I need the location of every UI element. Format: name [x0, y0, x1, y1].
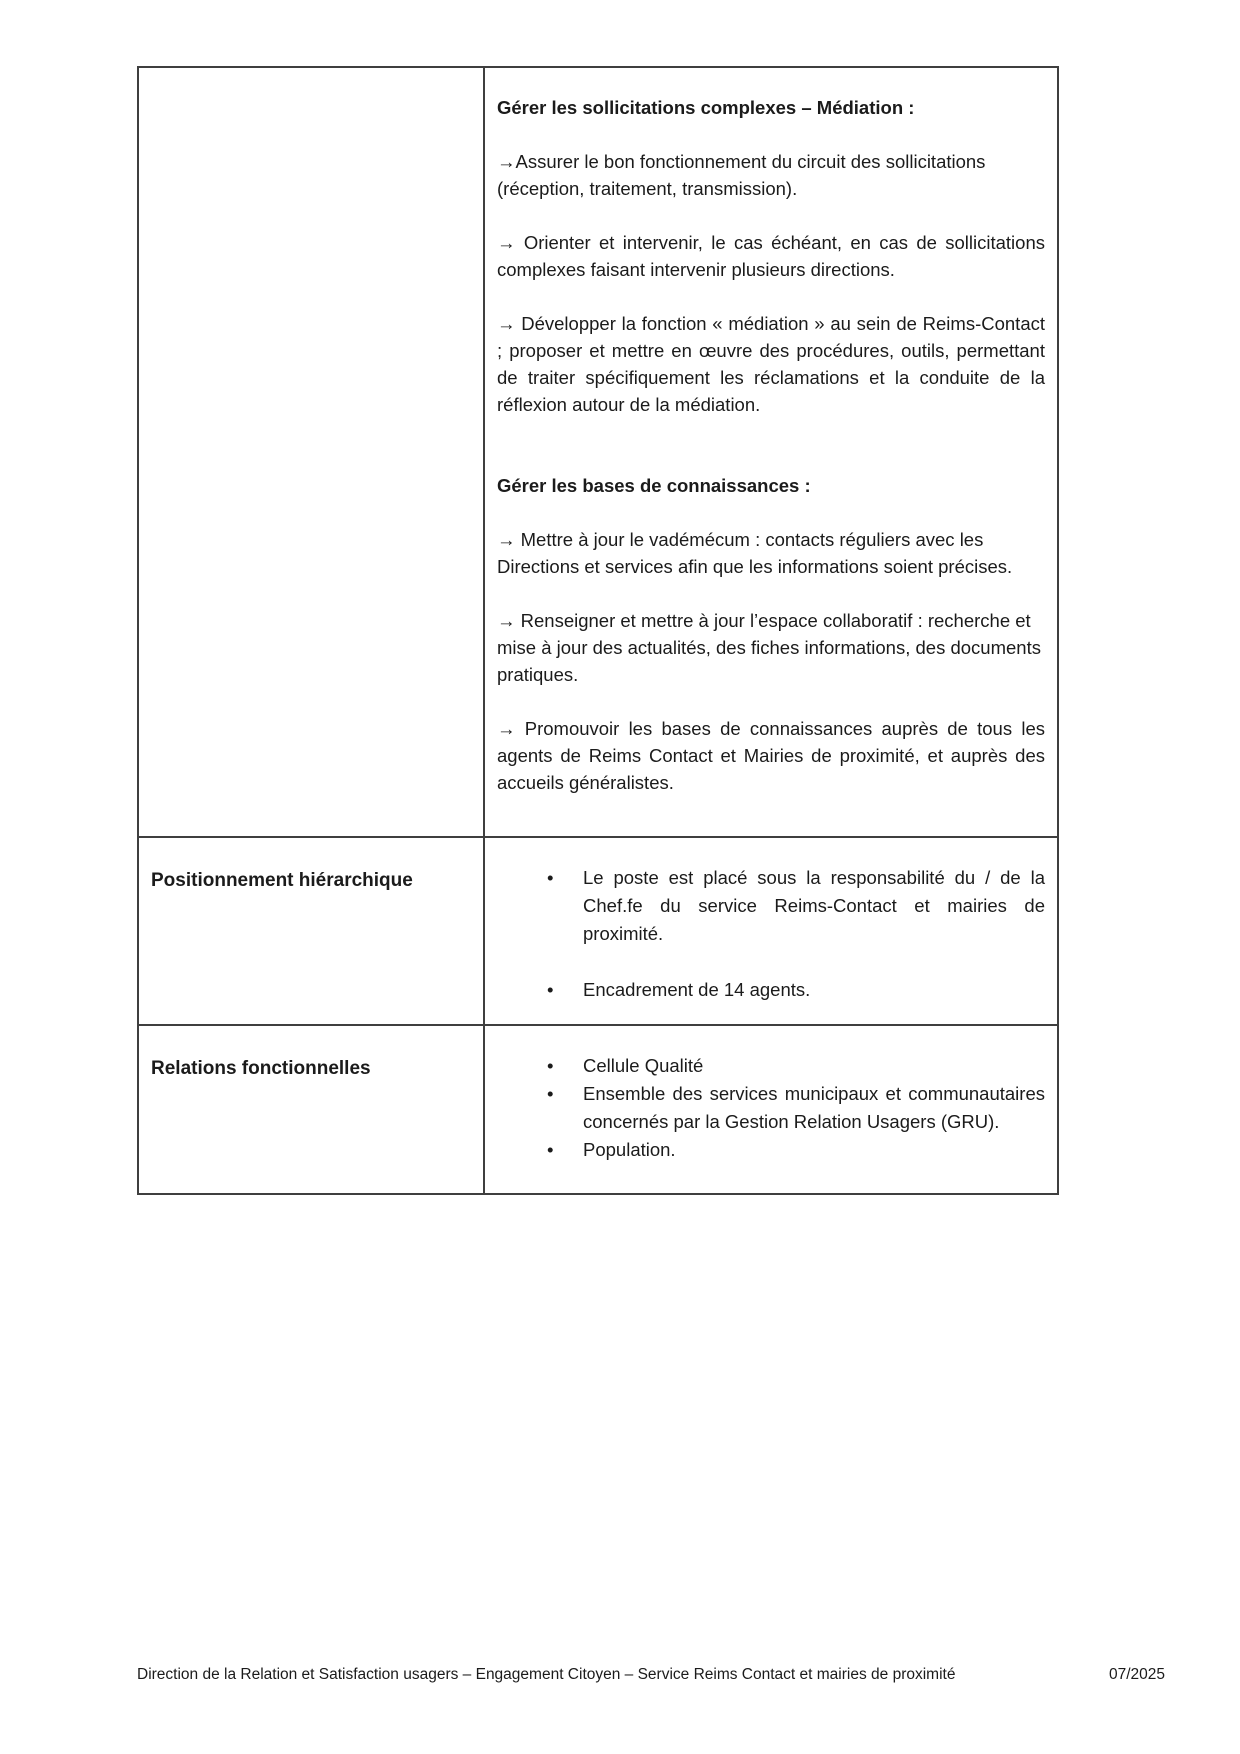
heading-bases: Gérer les bases de connaissances : [497, 475, 811, 496]
bullet-icon: • [547, 979, 554, 1000]
missions-content-cell [484, 67, 1058, 837]
heading-mediation: Gérer les sollicitations complexes – Médiation : [497, 97, 915, 118]
positionnement-label-cell [138, 837, 484, 1025]
job-description-table [137, 66, 1059, 1195]
table-row-positionnement [138, 837, 1058, 1025]
list-item [497, 1080, 1045, 1136]
list-item-text: Cellule Qualité [583, 1055, 704, 1076]
positionnement-label: Positionnement hiérarchique [151, 870, 413, 891]
positionnement-content-cell [484, 837, 1058, 1025]
bullet-icon: • [547, 1139, 554, 1160]
missions-label-cell-empty [138, 67, 484, 837]
list-item-text: Ensemble des services municipaux et communautaires concernés par la Gestion Relation Usagers (GRU). [583, 1083, 1045, 1132]
bullet-icon: • [547, 867, 554, 888]
table-row-relations [138, 1025, 1058, 1194]
list-item [497, 864, 1045, 948]
list-item-text: Le poste est placé sous la responsabilité du / de la Chef.fe du service Reims-Contact et mairies de proximité. [583, 867, 1045, 944]
paragraph-vademecum: → Mettre à jour le vadémécum : contacts réguliers avec les Directions et services afin que les informations soient précises. [497, 529, 1013, 577]
paragraph-renseigner: → Renseigner et mettre à jour l’espace collaboratif : recherche et mise à jour des actualités, des fiches informations, des documents pratiques. [497, 610, 1041, 685]
relations-content-cell [484, 1025, 1058, 1194]
paragraph-orienter: → Orienter et intervenir, le cas échéant, en cas de sollicitations complexes faisant intervenir plusieurs directions. [497, 232, 1045, 280]
list-item [497, 1052, 1045, 1080]
list-item [497, 976, 1045, 1004]
relations-label-cell [138, 1025, 484, 1194]
footer-text: Direction de la Relation et Satisfaction usagers – Engagement Citoyen – Service Reims Contact et mairies de proximité [137, 1666, 956, 1683]
list-item-text: Population. [583, 1139, 676, 1160]
relations-label: Relations fonctionnelles [151, 1058, 371, 1079]
list-item [497, 1136, 1045, 1164]
paragraph-assurer: →Assurer le bon fonctionnement du circuit des sollicitations (réception, traitement, transmission). [497, 151, 986, 199]
bullet-icon: • [547, 1083, 554, 1104]
bullet-icon: • [547, 1055, 554, 1076]
page-footer [137, 1662, 1165, 1688]
paragraph-developper: → Développer la fonction « médiation » au sein de Reims-Contact ; proposer et mettre en œuvre des procédures, outils, permettant de traiter spécifiquement les réclamations et la conduite de la réflexion autour de la médiation. [497, 313, 1045, 415]
paragraph-promouvoir: → Promouvoir les bases de connaissances auprès de tous les agents de Reims Contact et Mairies de proximité, et auprès des accueils généralistes. [497, 718, 1045, 793]
table-row-missions [138, 67, 1058, 837]
footer-date: 07/2025 [1108, 1666, 1165, 1683]
list-item-text: Encadrement de 14 agents. [583, 979, 811, 1000]
